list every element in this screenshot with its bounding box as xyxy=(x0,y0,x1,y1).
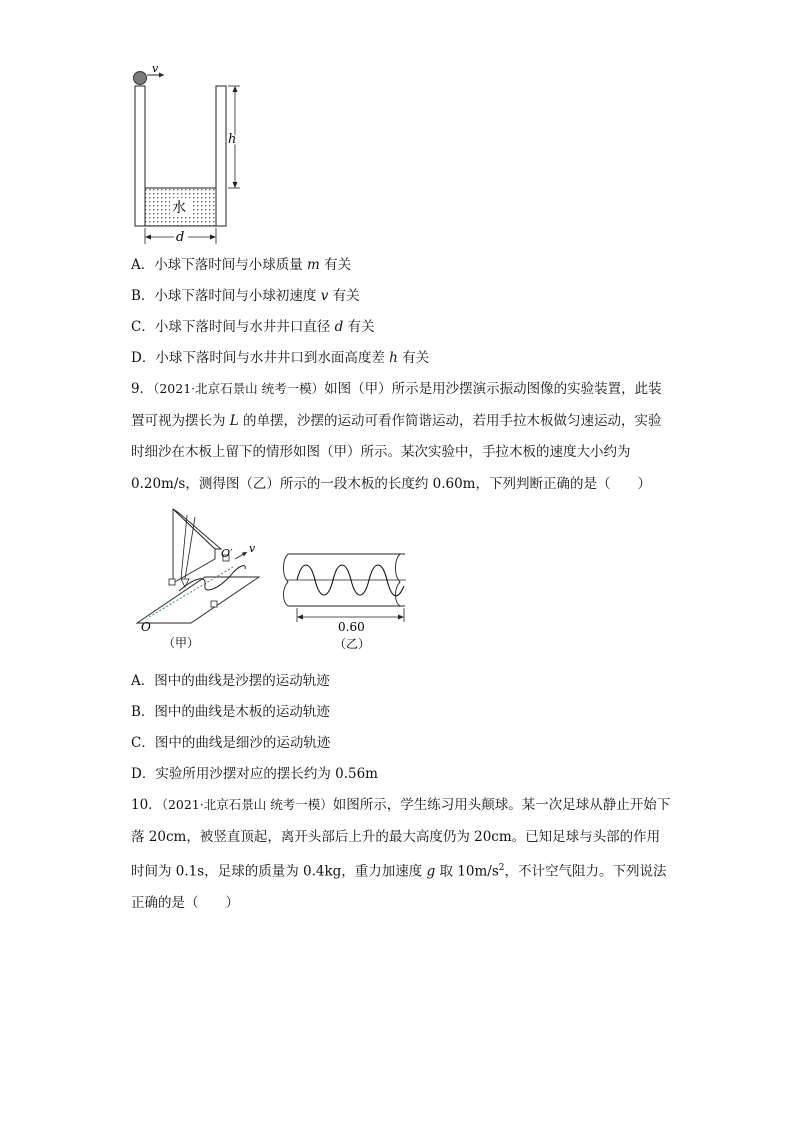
q8-option-b: B．小球下落时间与小球初速度 v 有关 xyxy=(131,288,360,304)
figure-yi xyxy=(280,548,415,652)
well-left-wall xyxy=(135,86,145,226)
q9-number: 9． xyxy=(131,381,154,397)
q9-option-a: A．图中的曲线是沙摆的运动轨迹 xyxy=(131,673,330,689)
q9-option-d: D．实验所用沙摆对应的摆长约为 0.56m xyxy=(131,766,378,782)
well-figure xyxy=(124,64,254,250)
q10-stem: 10．（2021·北京石景山 统考一模）如图所示，学生练习用头颠球。某一次足球从静止开始下落 20cm，被竖直顶起，离开头部后上升的最大高度仍为 20cm。已知足球与头部的作用时间为 0.1s，足球的质量为 0.4kg，重力加速度 g 取 $10m/s^2$，不计空气阻力。下列说法正确的是（ ） xyxy=(131,797,671,911)
velocity-label: v xyxy=(152,62,159,75)
q10-source: （2021·北京石景山 统考一模） xyxy=(161,797,333,812)
sine-trace xyxy=(297,565,404,596)
q9-option-b: B．图中的曲线是木板的运动轨迹 xyxy=(131,704,330,720)
water-label: 水 xyxy=(172,200,186,216)
q9-source: （2021·北京石景山 统考一模） xyxy=(153,381,325,396)
h-label: h xyxy=(228,132,237,147)
o-prime-label: O′ xyxy=(221,547,233,560)
caption-jia: （甲） xyxy=(163,636,200,650)
figure-jia xyxy=(135,505,285,653)
q9-stem: 9．（2021·北京石景山 统考一模）如图（甲）所示是用沙摆演示振动图像的实验装置，此装置可视为摆长为 L 的单摆，沙摆的运动可看作简谐运动，若用手拉木板做匀速运动，实验时细沙在木板上留下的情形如图（甲）所示。某次实验中，手拉木板的速度大小约为 0.20m/s，测得图（乙）所示的一段木板的长度约 0.60m，下列判断正确的是（ ） xyxy=(131,381,662,492)
q8-option-d: D．小球下落时间与水井井口到水面高度差 h 有关 xyxy=(131,350,430,366)
d-label: d xyxy=(176,230,185,245)
ball xyxy=(134,72,147,85)
o-label: O xyxy=(141,620,151,634)
board-velocity-label: v xyxy=(249,542,256,555)
caption-yi: （乙） xyxy=(334,637,371,651)
well-right-wall xyxy=(216,86,226,226)
q10-number: 10． xyxy=(131,797,162,813)
q8-option-a: A．小球下落时间与小球质量 m 有关 xyxy=(131,257,352,273)
q9-option-c: C．图中的曲线是细沙的运动轨迹 xyxy=(131,735,331,751)
q8-option-c: C．小球下落时间与水井井口直径 d 有关 xyxy=(131,319,375,335)
length-label: 0.60 xyxy=(338,620,365,634)
